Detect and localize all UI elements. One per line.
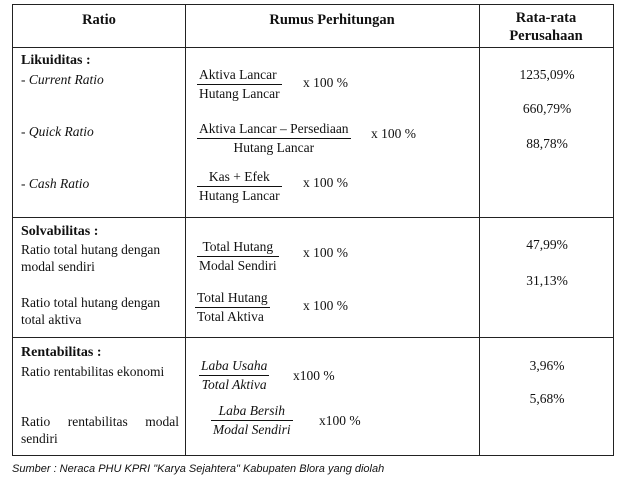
section-rentabilitas-title: Rentabilitas : [21, 345, 102, 360]
current-ratio-label: - Current Ratio [21, 72, 104, 87]
solv-ratio-2-formula [195, 290, 270, 325]
section-divider-2 [13, 337, 613, 338]
cash-ratio-multiplier: x 100 % [303, 175, 348, 190]
quick-ratio-label: - Quick Ratio [21, 124, 94, 139]
solv-ratio-1-denominator: Modal Sendiri [199, 258, 277, 273]
solv-ratio-2-multiplier: x 100 % [303, 298, 348, 313]
header-rata-rata [479, 9, 613, 45]
rent-ratio-1-formula [199, 358, 269, 393]
rent-ratio-2-label-line1: Ratio rentabilitas modal [21, 414, 179, 429]
solv-ratio-1-label [21, 241, 160, 275]
solv-ratio-1-label-line1: Ratio total hutang dengan [21, 242, 161, 257]
header-rumus: Rumus Perhitungan [269, 12, 395, 28]
quick-ratio-numerator: Aktiva Lancar – Persediaan [197, 121, 351, 139]
current-ratio-denominator: Hutang Lancar [199, 86, 280, 101]
solv-ratio-1-value: 47,99% [526, 237, 568, 252]
source-note: Sumber : Neraca PHU KPRI "Karya Sejahtera" Kabupaten Blora yang diolah [12, 463, 385, 475]
rent-ratio-2-label-line2: sendiri [21, 431, 58, 446]
solv-ratio-2-value: 31,13% [526, 273, 568, 288]
cash-ratio-value: 88,78% [526, 136, 568, 151]
current-ratio-multiplier: x 100 % [303, 75, 348, 90]
header-rata-line1: Rata-rata [515, 10, 577, 26]
current-ratio-numerator: Aktiva Lancar [197, 67, 282, 85]
solv-ratio-2-label [21, 294, 160, 328]
cash-ratio-formula [197, 169, 282, 204]
solv-ratio-2-numerator: Total Hutang [195, 290, 270, 308]
section-solvabilitas-title: Solvabilitas : [21, 224, 99, 239]
quick-ratio-denominator: Hutang Lancar [233, 140, 315, 155]
rent-ratio-1-numerator: Laba Usaha [199, 358, 269, 376]
rent-ratio-2-value: 5,68% [529, 391, 565, 406]
solv-ratio-1-formula [197, 239, 279, 274]
quick-ratio-value: 660,79% [522, 101, 572, 116]
header-rata-line2: Perusahaan [509, 28, 583, 44]
rent-ratio-1-label: Ratio rentabilitas ekonomi [21, 364, 165, 379]
solv-ratio-2-denominator: Total Aktiva [197, 309, 264, 324]
current-ratio-value: 1235,09% [519, 67, 575, 82]
rent-ratio-2-denominator: Modal Sendiri [213, 422, 291, 437]
header-divider [13, 47, 613, 48]
quick-ratio-formula [197, 121, 351, 156]
rent-ratio-2-formula [211, 403, 293, 438]
section-divider-1 [13, 217, 613, 218]
solv-ratio-1-label-line2: modal sendiri [21, 259, 95, 274]
column-divider-1 [185, 5, 186, 455]
column-divider-2 [479, 5, 480, 455]
section-likuiditas-title: Likuiditas : [21, 53, 91, 68]
solv-ratio-1-multiplier: x 100 % [303, 245, 348, 260]
cash-ratio-label: - Cash Ratio [21, 176, 90, 191]
rent-ratio-2-numerator: Laba Bersih [211, 403, 293, 421]
cash-ratio-numerator: Kas + Efek [197, 169, 282, 187]
current-ratio-formula [197, 67, 282, 102]
rent-ratio-1-multiplier: x100 % [293, 368, 335, 383]
header-ratio: Ratio [82, 12, 116, 28]
solv-ratio-1-numerator: Total Hutang [197, 239, 279, 257]
rent-ratio-2-multiplier: x100 % [319, 413, 361, 428]
rent-ratio-1-denominator: Total Aktiva [201, 377, 267, 392]
quick-ratio-multiplier: x 100 % [371, 126, 416, 141]
solv-ratio-2-label-line2: total aktiva [21, 312, 82, 327]
cash-ratio-denominator: Hutang Lancar [199, 188, 280, 203]
rent-ratio-1-value: 3,96% [529, 358, 565, 373]
ratio-table [12, 4, 614, 456]
solv-ratio-2-label-line1: Ratio total hutang dengan [21, 295, 161, 310]
